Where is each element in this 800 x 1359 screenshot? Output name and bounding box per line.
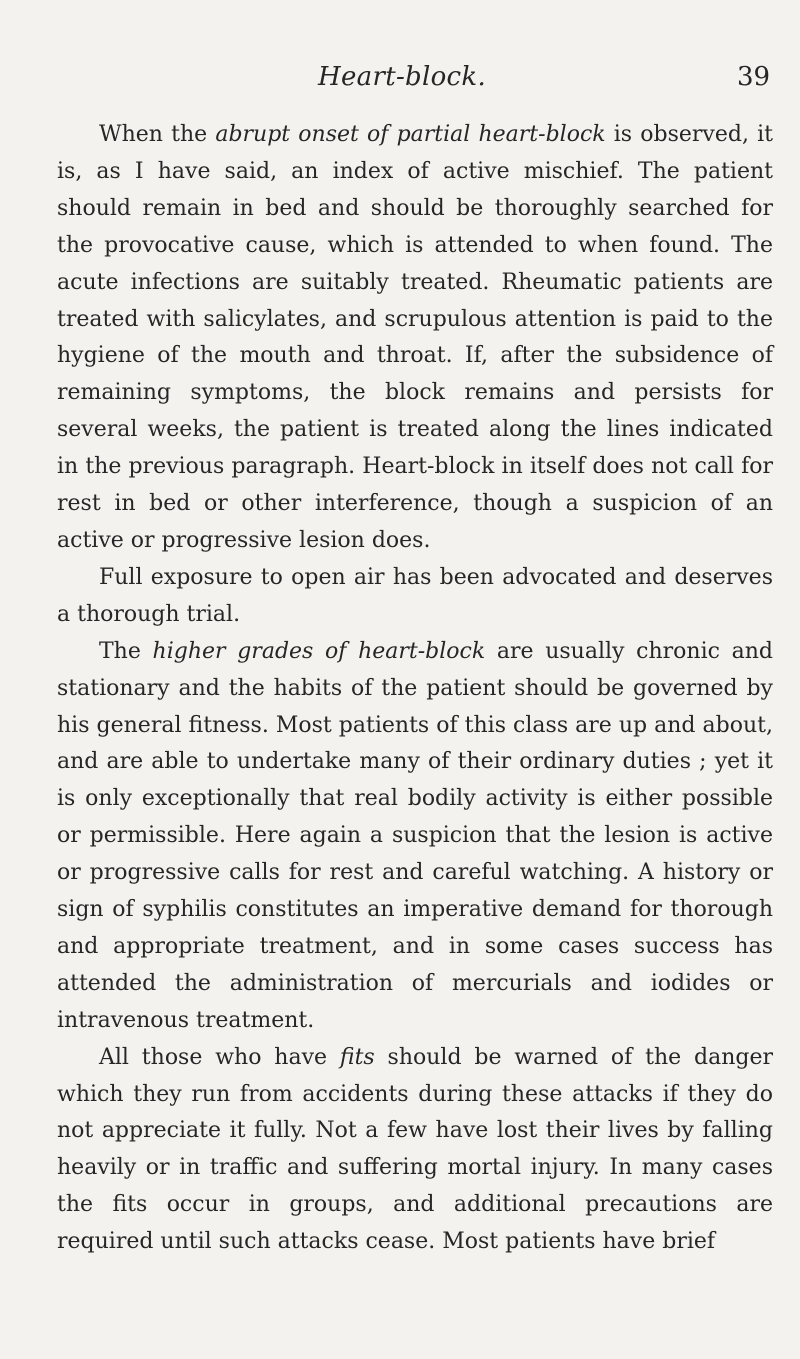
paragraph-fits (57, 1040, 773, 1261)
paragraph-open-air: Full exposure to open air has been advocated and deserves a thorough trial. (57, 564, 773, 627)
paragraph-lead: When the (99, 122, 216, 147)
page-number: 39 (737, 62, 771, 92)
running-title: Heart-block. (318, 62, 487, 92)
paragraph-text: are usually chronic and stationary and the habits of the patient should be governed by his general fitness. Most patients of this class are up and about, and are able to undertake many of their ordinary duties ; yet it is only exceptionally that real bodily activity is either possible or permissible. Here again a suspicion that the lesion is active or progressive calls for rest and careful watching. A history or sign of syphilis constitutes an imperative demand for thorough and appropriate treatment, and in some cases success has attended the administration of mercurials and iodides or intravenous treatment. (57, 638, 773, 1033)
italic-phrase: fits (339, 1044, 375, 1070)
page-header (0, 62, 800, 102)
paragraph-lead: All those who have (99, 1044, 340, 1070)
italic-phrase: abrupt onset of partial heart-block (215, 122, 606, 147)
italic-phrase: higher grades of heart-block (152, 638, 486, 664)
paragraph-text: should be warned of the danger which they run from accidents during these attacks if they do not appreciate it fully. Not a few have lost their lives by falling heavily or in traffic and suffering mortal injury. In many cases the fits occur in groups, and additional precautions are required until such attacks cease. Most patients have brief (57, 1044, 773, 1255)
paragraph-higher-grades (57, 634, 773, 1040)
paragraph-text: is observed, it is, as I have said, an index of active mischief. The patient should remain in bed and should be thoroughly searched for the provocative cause, which is attended to when found. The acute infections are suitably treated. Rheumatic patients are treated with salicylates, and scrupulous attention is paid to the hygiene of the mouth and throat. If, after the subsidence of remaining symptoms, the block remains and persists for several weeks, the patient is treated along the lines indicated in the previous paragraph. Heart-block in itself does not call for rest in bed or other interference, though a suspicion of an active or progressive lesion does. (57, 122, 773, 553)
paragraph-abrupt-onset (57, 117, 773, 560)
paragraph-lead: The (99, 638, 153, 664)
body-text (57, 117, 773, 1261)
